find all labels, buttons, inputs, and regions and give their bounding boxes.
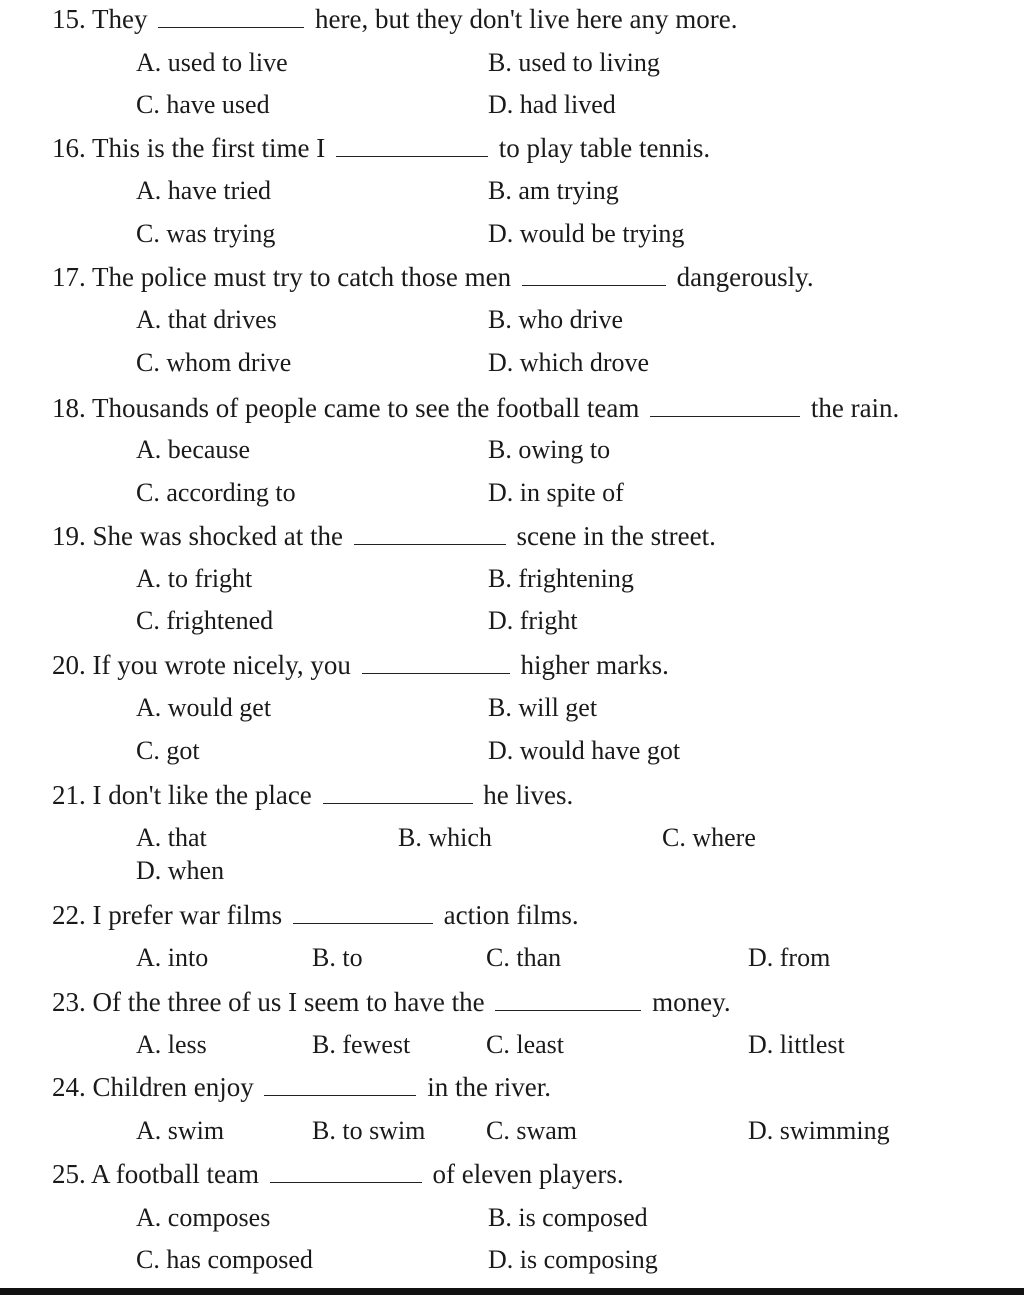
option-b: B. is composed: [488, 1203, 648, 1232]
option-a: A. used to live: [136, 48, 288, 77]
option-c: C. was trying: [136, 219, 276, 248]
question-16: [52, 133, 710, 163]
option-c: C. swam: [486, 1116, 577, 1145]
question-text-before: If you wrote nicely, you: [92, 650, 351, 680]
option-a: A. that: [136, 823, 207, 852]
answer-blank: [362, 653, 510, 674]
question-number: 25.: [52, 1159, 86, 1189]
option-d: D. when: [136, 856, 225, 885]
bottom-border: [0, 1288, 1024, 1295]
question-text-before: They: [92, 4, 148, 34]
question-text-before: She was shocked at the: [92, 521, 343, 551]
answer-blank: [354, 524, 506, 545]
option-c: C. than: [486, 943, 562, 972]
question-text-after: the rain.: [810, 393, 900, 423]
option-a: A. have tried: [136, 176, 272, 205]
question-18: [52, 393, 899, 423]
question-number: 24.: [52, 1072, 86, 1102]
question-text-before: I don't like the place: [92, 780, 312, 810]
option-d: D. fright: [488, 606, 578, 635]
option-d: D. littlest: [748, 1030, 845, 1059]
answer-blank: [323, 783, 473, 804]
option-a: A. composes: [136, 1203, 271, 1232]
option-d: D. from: [748, 943, 831, 972]
question-number: 15.: [52, 4, 86, 34]
option-b: B. who drive: [488, 305, 624, 334]
question-text-before: This is the first time I: [92, 133, 326, 163]
option-a: A. swim: [136, 1116, 225, 1145]
question-text-after: scene in the street.: [516, 521, 716, 551]
option-a: A. because: [136, 435, 251, 464]
question-19: [52, 521, 716, 551]
question-number: 20.: [52, 650, 86, 680]
question-21: [52, 780, 573, 810]
answer-blank: [495, 990, 641, 1011]
question-20: [52, 650, 669, 680]
option-b: B. used to living: [488, 48, 660, 77]
option-a: A. to fright: [136, 564, 253, 593]
option-c: C. according to: [136, 478, 296, 507]
question-22: [52, 900, 579, 930]
question-number: 21.: [52, 780, 86, 810]
question-text-before: Of the three of us I seem to have the: [92, 987, 485, 1017]
question-text-after: dangerously.: [676, 262, 814, 292]
answer-blank: [264, 1075, 416, 1096]
answer-blank: [650, 396, 800, 417]
question-text-after: action films.: [443, 900, 579, 930]
answer-blank: [522, 265, 666, 286]
question-24: [52, 1072, 551, 1102]
question-25: [52, 1159, 624, 1189]
answer-blank: [293, 903, 433, 924]
option-b: B. to: [312, 943, 363, 972]
question-text-before: Thousands of people came to see the football team: [92, 393, 640, 423]
question-17: [52, 262, 814, 292]
question-number: 23.: [52, 987, 86, 1017]
option-b: B. am trying: [488, 176, 619, 205]
question-text-before: A football team: [91, 1159, 259, 1189]
option-d: D. is composing: [488, 1245, 658, 1274]
question-text-before: The police must try to catch those men: [92, 262, 512, 292]
option-c: C. frightened: [136, 606, 274, 635]
answer-blank: [158, 7, 304, 28]
option-a: A. that drives: [136, 305, 277, 334]
option-b: B. frightening: [488, 564, 634, 593]
question-text-before: I prefer war films: [92, 900, 283, 930]
option-c: C. have used: [136, 90, 270, 119]
option-d: D. swimming: [748, 1116, 890, 1145]
option-b: B. owing to: [488, 435, 611, 464]
option-c: C. where: [662, 823, 756, 852]
question-number: 16.: [52, 133, 86, 163]
question-number: 18.: [52, 393, 86, 423]
answer-blank: [336, 136, 488, 157]
option-a: A. into: [136, 943, 209, 972]
question-number: 19.: [52, 521, 86, 551]
question-text-before: Children enjoy: [92, 1072, 254, 1102]
option-d: D. which drove: [488, 348, 650, 377]
option-a: A. less: [136, 1030, 207, 1059]
question-text-after: higher marks.: [520, 650, 669, 680]
option-c: C. got: [136, 736, 200, 765]
option-d: D. in spite of: [488, 478, 624, 507]
question-text-after: here, but they don't live here any more.: [315, 4, 738, 34]
option-a: A. would get: [136, 693, 272, 722]
question-text-after: of eleven players.: [432, 1159, 624, 1189]
option-b: B. will get: [488, 693, 598, 722]
option-b: B. fewest: [312, 1030, 411, 1059]
question-text-after: in the river.: [427, 1072, 551, 1102]
option-b: B. which: [398, 823, 492, 852]
question-23: [52, 987, 731, 1017]
option-d: D. had lived: [488, 90, 616, 119]
option-b: B. to swim: [312, 1116, 426, 1145]
option-c: C. has composed: [136, 1245, 313, 1274]
option-c: C. least: [486, 1030, 564, 1059]
option-c: C. whom drive: [136, 348, 292, 377]
question-text-after: to play table tennis.: [498, 133, 711, 163]
answer-blank: [270, 1162, 422, 1183]
question-text-after: money.: [652, 987, 731, 1017]
question-number: 22.: [52, 900, 86, 930]
question-text-after: he lives.: [483, 780, 574, 810]
question-number: 17.: [52, 262, 86, 292]
option-d: D. would have got: [488, 736, 681, 765]
question-15: [52, 4, 737, 34]
option-d: D. would be trying: [488, 219, 685, 248]
